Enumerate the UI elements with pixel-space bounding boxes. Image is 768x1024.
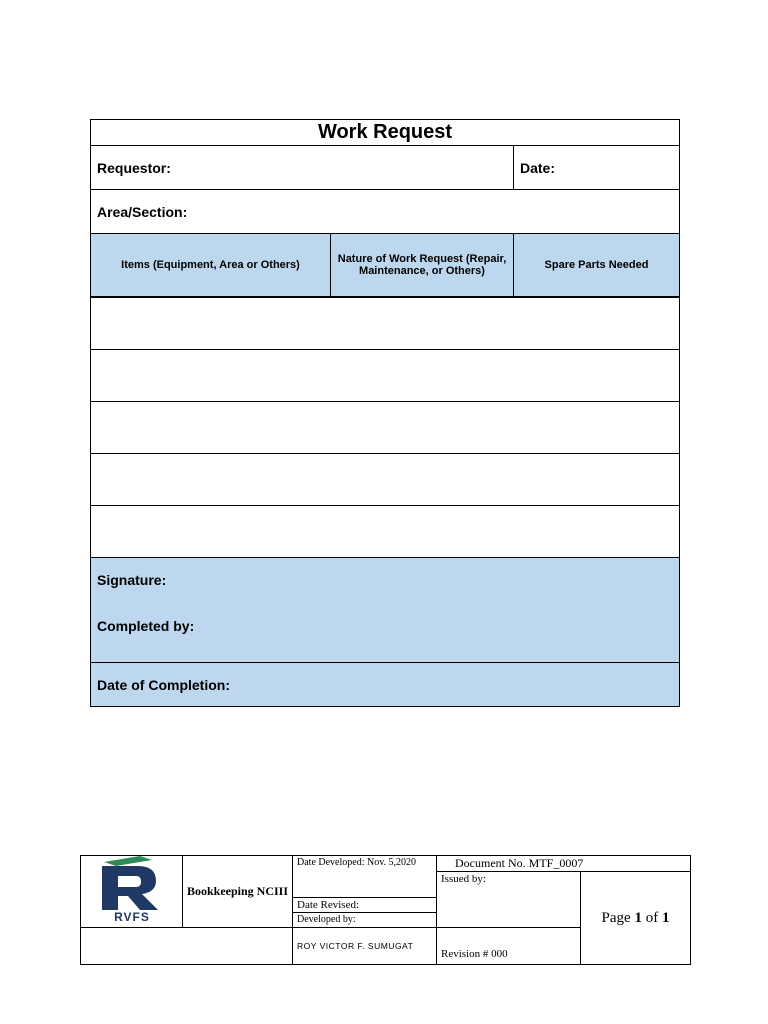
date-field[interactable]	[514, 146, 680, 190]
area-section-label: Area/Section:	[97, 203, 188, 220]
issued-by: Issued by:	[437, 872, 581, 928]
page-of: of	[645, 909, 659, 926]
footer-blank	[81, 928, 293, 965]
table-row[interactable]	[91, 506, 680, 558]
table-row[interactable]	[91, 454, 680, 506]
area-section-field[interactable]	[91, 190, 680, 234]
table-row-cell[interactable]	[91, 506, 680, 558]
table-row[interactable]	[91, 297, 680, 350]
completed-by-label: Completed by:	[97, 618, 195, 634]
signature-label: Signature:	[97, 572, 167, 588]
signature-section[interactable]	[91, 558, 680, 663]
column-header-spare-parts: Spare Parts Needed	[514, 234, 680, 298]
column-header-items: Items (Equipment, Area or Others)	[91, 234, 331, 298]
rvfs-logo	[94, 856, 170, 922]
revision-number: Revision # 000	[437, 928, 581, 965]
requestor-label: Requestor:	[97, 159, 171, 176]
table-header-row	[91, 234, 680, 298]
requestor-field[interactable]	[91, 146, 514, 190]
work-request-form	[90, 119, 680, 707]
table-row[interactable]	[91, 350, 680, 402]
course-name: Bookkeeping NCIII	[183, 856, 293, 928]
table-row-cell[interactable]	[91, 350, 680, 402]
date-revised: Date Revised:	[293, 898, 437, 913]
logo-text: RVFS	[113, 910, 150, 922]
date-of-completion-label: Date of Completion:	[97, 676, 230, 693]
document-number: Document No. MTF_0007	[437, 856, 691, 872]
table-row-cell[interactable]	[91, 454, 680, 506]
page-number	[581, 872, 691, 965]
table-row-cell[interactable]	[91, 402, 680, 454]
developed-by: Developed by:	[293, 913, 437, 928]
developer-name: ROY VICTOR F. SUMUGAT	[293, 928, 437, 965]
column-header-nature: Nature of Work Request (Repair, Maintenance, or Others)	[331, 234, 514, 298]
document-footer	[80, 855, 691, 965]
table-row-cell[interactable]	[91, 297, 680, 350]
form-title: Work Request	[91, 120, 680, 146]
date-of-completion-field[interactable]	[91, 663, 680, 707]
logo-cell	[81, 856, 183, 928]
page-total: 1	[661, 909, 670, 926]
page-current: 1	[634, 909, 642, 926]
date-label: Date:	[520, 159, 556, 176]
date-developed: Date Developed: Nov. 5,2020	[293, 856, 437, 898]
page-word: Page	[601, 909, 631, 926]
table-row[interactable]	[91, 402, 680, 454]
